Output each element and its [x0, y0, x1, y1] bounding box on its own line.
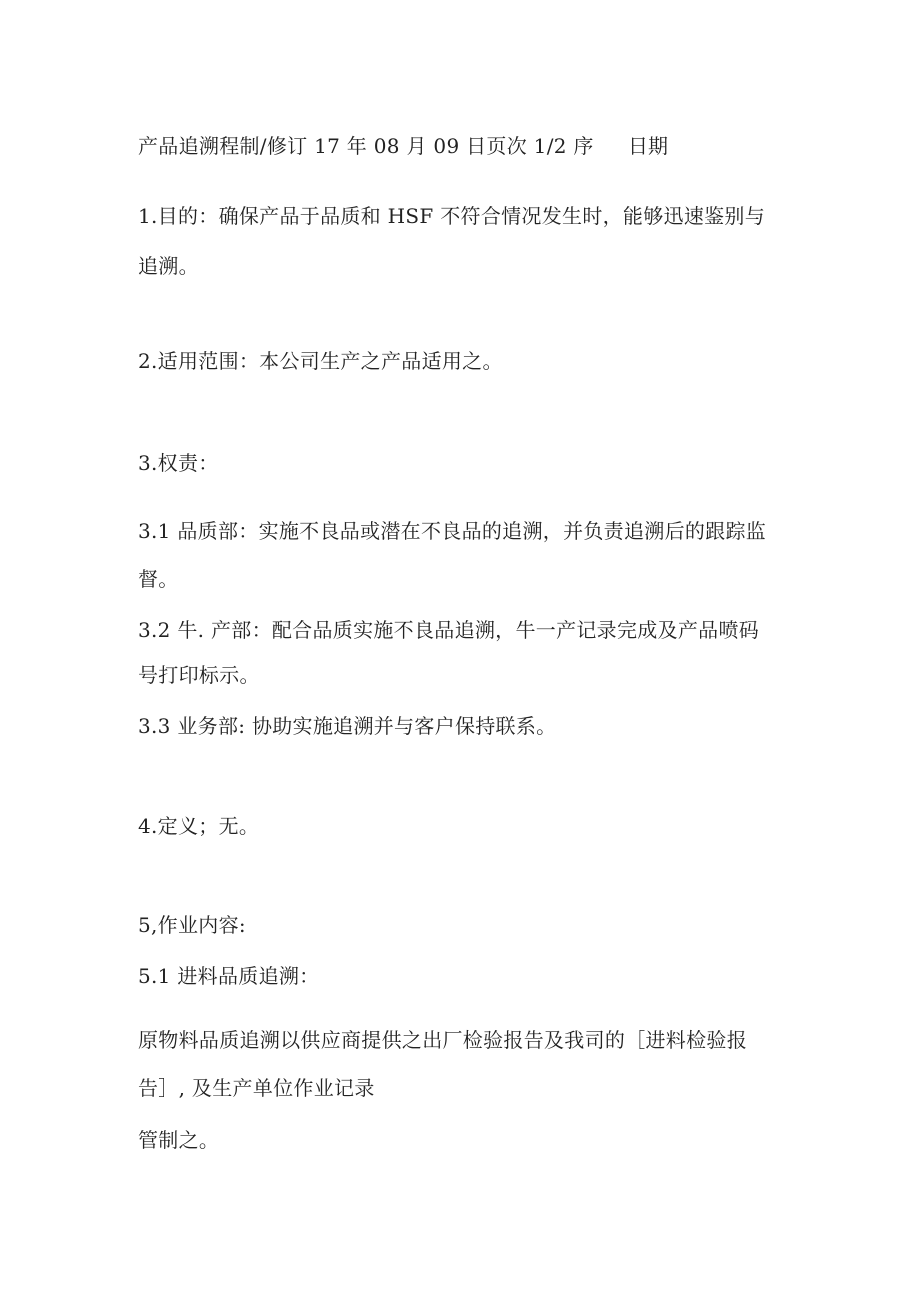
responsibility-item-3-line-1: 3.3 业务部: 协助实施追溯并与客户保持联系。: [138, 714, 557, 738]
content-heading: 5,作业内容:: [138, 913, 246, 937]
responsibility-item-1-line-1: 3.1 品质部：实施不良品或潜在不良品的追溯，并负责追溯后的跟踪监: [138, 519, 767, 543]
scope-line-1: 2.适用范围：本公司生产之产品适用之。: [138, 349, 503, 373]
purpose-line-2: 追溯。: [138, 254, 199, 278]
content-paragraph-line-1: 原物料品质追溯以供应商提供之出厂检验报告及我司的［进料检验报: [138, 1028, 747, 1052]
content-paragraph-line-2: 告］, 及生产单位作业记录: [138, 1076, 375, 1100]
purpose-line-1: 1.目的：确保产品于品质和 HSF 不符合情况发生时，能够迅速鉴别与: [138, 204, 766, 228]
definition-line-1: 4.定义；无。: [138, 814, 260, 838]
document-header-title: 产品追溯程制/修订 17 年 08 月 09 日页次 1/2 序: [138, 134, 594, 158]
responsibility-heading: 3.权责：: [138, 451, 219, 475]
responsibility-item-1-line-2: 督。: [138, 567, 179, 591]
responsibility-item-2-line-2: 号打印标示。: [138, 663, 260, 687]
content-sub-heading: 5.1 进料品质追溯：: [138, 964, 320, 988]
content-paragraph-line-3: 管制之。: [138, 1128, 220, 1152]
document-header-date-label: 日期: [628, 134, 668, 158]
responsibility-item-2-line-1: 3.2 牛. 产部：配合品质实施不良品追溯，牛一产记录完成及产品喷码: [138, 618, 760, 642]
